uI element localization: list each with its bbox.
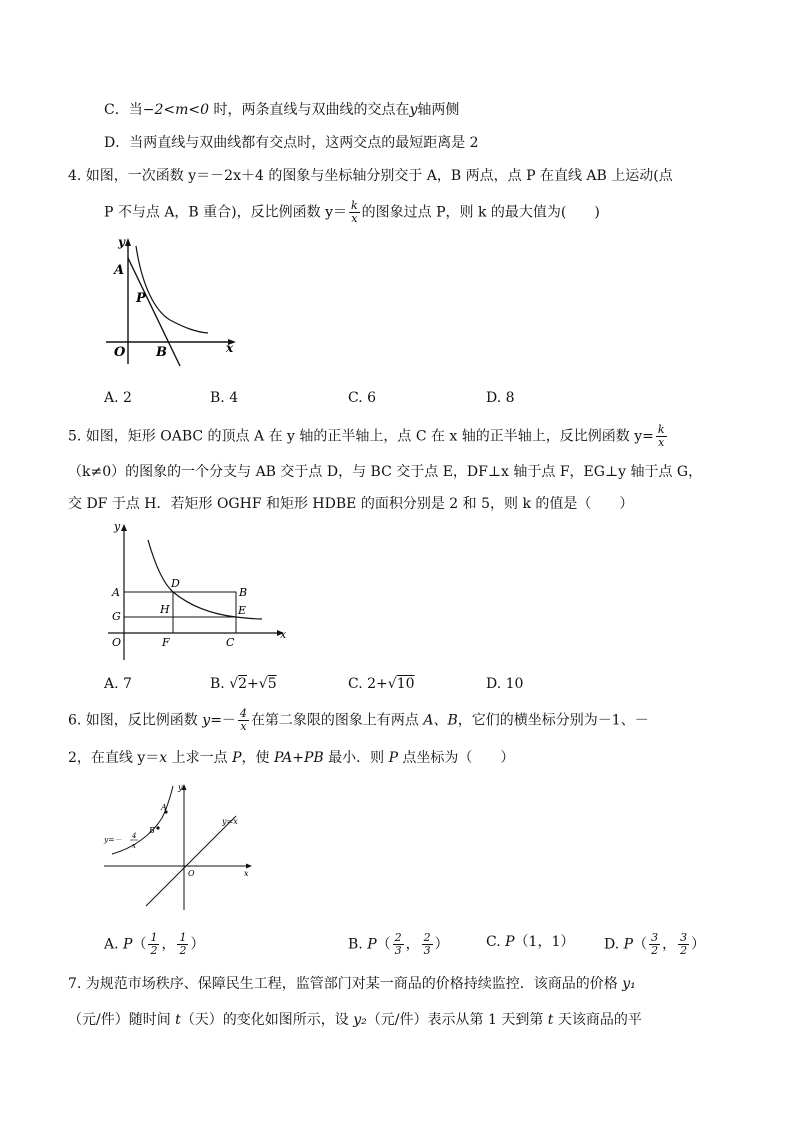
q4-stem-line2-b: 的图象过点 P，则 k 的最大值为( ) xyxy=(361,204,600,221)
q6-option-a-frac1 xyxy=(148,932,159,957)
q6-option-c-p: P xyxy=(505,934,515,950)
q7-stem-line2-c: （元/件）表示从第 1 天到第 xyxy=(366,1012,548,1028)
q6-option-b: B. P（ $\frac{2}{3}$ ， $\frac{2}{3}$ ） xyxy=(348,931,449,957)
q4-fraction xyxy=(349,200,360,225)
q6-option-a: A. P（ $\frac{1}{2}$ ， $\frac{1}{2}$ ） xyxy=(104,931,205,957)
q6-option-a-p: P xyxy=(123,936,133,953)
q5-fig-e-label: E xyxy=(238,604,247,617)
q7-stem-line2 xyxy=(68,1010,642,1030)
q6-stem-line2 xyxy=(68,748,514,768)
q4-figure xyxy=(100,236,250,372)
q6-stem-line2-a: 2，在直线 y＝ xyxy=(68,750,160,766)
q5-fig-c-label: C xyxy=(226,636,235,649)
q5-fig-f-label: F xyxy=(162,636,170,649)
q5-fig-g-label: G xyxy=(112,610,121,623)
q3-option-c-prefix: C．当 xyxy=(104,102,143,118)
q6-stem-line2-d: 最小．则 xyxy=(323,750,389,766)
q6-stem-line1-c: ，它们的横坐标分别为－1、－ xyxy=(457,712,649,729)
q4-fraction-num: k xyxy=(351,199,358,212)
q5-fraction xyxy=(656,424,667,449)
q5-option-c: C. 2+√10 xyxy=(348,676,415,692)
q3-option-c-m: −2<m<0 xyxy=(142,102,209,118)
q5-option-a: A. 7 xyxy=(104,676,132,692)
q7-stem-line2-t2: t xyxy=(547,1012,554,1028)
q6-option-c-label: C. xyxy=(486,934,506,950)
q6-option-b-n2: 2 xyxy=(423,931,431,944)
q6-stem-line2-p2: P xyxy=(388,750,398,766)
q3-option-c-y: y xyxy=(409,102,418,118)
q7-stem-line1 xyxy=(68,974,636,994)
q4-fig-y-label: y xyxy=(118,236,125,249)
q5-stem-line3: 交 DF 于点 H．若矩形 OGHF 和矩形 HDBE 的面积分别是 2 和 5，则 k 的值是（ ） xyxy=(68,496,634,512)
q5-option-b-plus: + xyxy=(247,676,259,692)
q6-option-d: D. P（ $\frac{3}{2}$ ， $\frac{3}{2}$ ） xyxy=(604,931,706,957)
q4-option-a: A. 2 xyxy=(104,390,132,406)
q5-option-c-label: C. 2+ xyxy=(348,676,388,692)
q4-option-c: C. 6 xyxy=(348,390,377,406)
q7-stem-line1-a: 7. 为规范市场秩序、保障民生工程，监管部门对某一商品的价格持续监控．该商品的价格 xyxy=(68,976,623,992)
q6-stem-line2-p: P xyxy=(232,750,242,766)
q5-option-c-radicand: 10 xyxy=(396,676,415,692)
q6-option-a-n1: 1 xyxy=(150,931,158,944)
q6-stem-line1-b: 在第二象限的图象上有两点 xyxy=(250,712,424,729)
q6-option-a-label: A. xyxy=(104,936,124,953)
q6-fig-eq-num: 4 xyxy=(132,832,137,840)
q6-option-b-d2: 3 xyxy=(423,944,431,957)
q7-stem-line1-y1: y₁ xyxy=(622,976,636,992)
q5-fig-o-label: O xyxy=(112,636,122,649)
q6-fig-eq-prefix: y=－ xyxy=(104,835,123,844)
q6-option-b-frac1 xyxy=(393,932,404,957)
q7-stem-line2-y2: y₂ xyxy=(353,1012,367,1028)
q6-option-d-label: D. xyxy=(604,936,624,953)
q4-fig-x-label: x xyxy=(226,341,234,355)
q6-stem-line1-ab: A、B xyxy=(423,712,458,729)
q5-fig-y-label: y xyxy=(114,520,121,533)
q6-fig-yx-label: y=x xyxy=(222,817,238,826)
q5-fig-b-label: B xyxy=(239,586,248,599)
q6-option-d-frac2 xyxy=(678,932,689,957)
q6-stem-line2-e: 点坐标为（ ） xyxy=(397,750,515,766)
q7-stem-line2-a: （元/件）随时间 xyxy=(68,1012,176,1028)
q6-option-b-p: P xyxy=(367,936,377,953)
q6-fig-a-label: A xyxy=(161,803,167,812)
q6-fraction-den: x xyxy=(240,720,247,733)
q3-option-c-mid: 时，两条直线与双曲线的交点在 xyxy=(213,102,410,118)
q6-stem-line2-b: 上求一点 xyxy=(167,750,233,766)
q5-stem-line1-a: 5. 如图，矩形 OABC 的顶点 A 在 y 轴的正半轴上，点 C 在 x 轴的正半轴上，反比例函数 y= xyxy=(68,428,654,445)
q5-figure xyxy=(100,520,300,662)
q6-option-c xyxy=(486,932,574,952)
q4-option-b: B. 4 xyxy=(210,390,239,406)
q6-option-d-n1: 3 xyxy=(651,931,659,944)
q7-stem-line2-d: 天该商品的平 xyxy=(553,1012,642,1028)
q7-stem-line2-t: t xyxy=(175,1012,181,1028)
q6-option-a-d1: 2 xyxy=(150,944,158,957)
q6-fig-x-label: x xyxy=(244,869,249,878)
q6-option-b-label: B. xyxy=(348,936,368,953)
q6-option-d-d2: 2 xyxy=(680,944,688,957)
q6-figure xyxy=(102,778,262,912)
q6-stem-line1-eq: =－ xyxy=(210,712,236,729)
q5-fig-x-label: x xyxy=(280,628,287,641)
q6-option-a-n2: 1 xyxy=(179,931,187,944)
q5-stem-line2: （k≠0）的图象的一个分支与 AB 交于点 D，与 BC 交于点 E，DF⊥x 轴于点 F，EG⊥y 轴于点 G， xyxy=(68,464,703,480)
q6-fig-o-label: O xyxy=(188,869,195,878)
q6-fraction-num: 4 xyxy=(239,707,247,720)
q4-fig-b-label: B xyxy=(156,345,167,360)
q6-option-b-d1: 3 xyxy=(394,944,402,957)
q6-option-a-d2: 2 xyxy=(179,944,187,957)
q6-option-d-p: P xyxy=(623,936,634,953)
q6-stem-line1-y: y xyxy=(202,712,211,729)
q5-option-b-radicand1: 2 xyxy=(238,676,248,692)
q4-fraction-den: x xyxy=(351,212,358,225)
q3-option-d: D．当两直线与双曲线都有交点时，这两交点的最短距离是 2 xyxy=(104,135,479,151)
q5-option-b: B. √2+√5 xyxy=(210,676,277,692)
q6-fig-y-label: y xyxy=(178,783,183,792)
q5-fraction-den: x xyxy=(658,436,665,449)
q6-option-a-frac2 xyxy=(177,932,188,957)
q4-fig-p-label: P xyxy=(136,291,146,306)
q5-option-b-radicand2: 5 xyxy=(267,676,277,692)
q5-fig-d-label: D xyxy=(171,577,180,590)
q4-option-d: D. 8 xyxy=(486,390,515,406)
q6-option-b-frac2 xyxy=(422,932,433,957)
q3-option-c xyxy=(104,100,459,120)
q5-option-b-label: B. xyxy=(210,676,230,692)
q6-stem-line1-a: 6. 如图，反比例函数 xyxy=(68,712,203,729)
q6-option-b-n1: 2 xyxy=(394,931,402,944)
q6-fig-eq-den: x xyxy=(132,842,136,850)
q6-option-d-frac1 xyxy=(649,932,660,957)
q6-stem-line2-c: ，使 xyxy=(241,750,274,766)
q3-option-c-suffix: 轴两侧 xyxy=(417,102,460,118)
q4-fig-o-label: O xyxy=(114,345,126,360)
q5-stem-line1 xyxy=(68,424,669,449)
q5-fig-h-label: H xyxy=(160,603,170,616)
q4-stem-line2-a: P 不与点 A，B 重合)，反比例函数 y＝ xyxy=(104,204,347,221)
q6-fraction xyxy=(238,708,249,733)
q6-option-c-coords: （1，1） xyxy=(514,934,575,950)
q4-stem-line1: 4. 如图，一次函数 y＝－2x＋4 的图象与坐标轴分别交于 A，B 两点，点 P 在直线 AB 上运动(点 xyxy=(68,168,673,184)
q6-stem-line2-papb: PA+PB xyxy=(273,750,324,766)
q5-fraction-num: k xyxy=(657,423,665,436)
q6-fig-b-label: B xyxy=(149,826,155,835)
q6-stem-line1 xyxy=(68,708,649,733)
q4-fig-a-label: A xyxy=(114,263,125,278)
q5-option-d: D. 10 xyxy=(486,676,524,692)
q5-fig-a-label: A xyxy=(112,586,120,599)
q6-option-d-d1: 2 xyxy=(651,944,659,957)
q6-stem-line2-x: x xyxy=(159,750,168,766)
q4-stem-line2 xyxy=(104,200,600,225)
q7-stem-line2-b: （天）的变化如图所示，设 xyxy=(180,1012,354,1028)
q6-option-d-n2: 3 xyxy=(680,931,688,944)
